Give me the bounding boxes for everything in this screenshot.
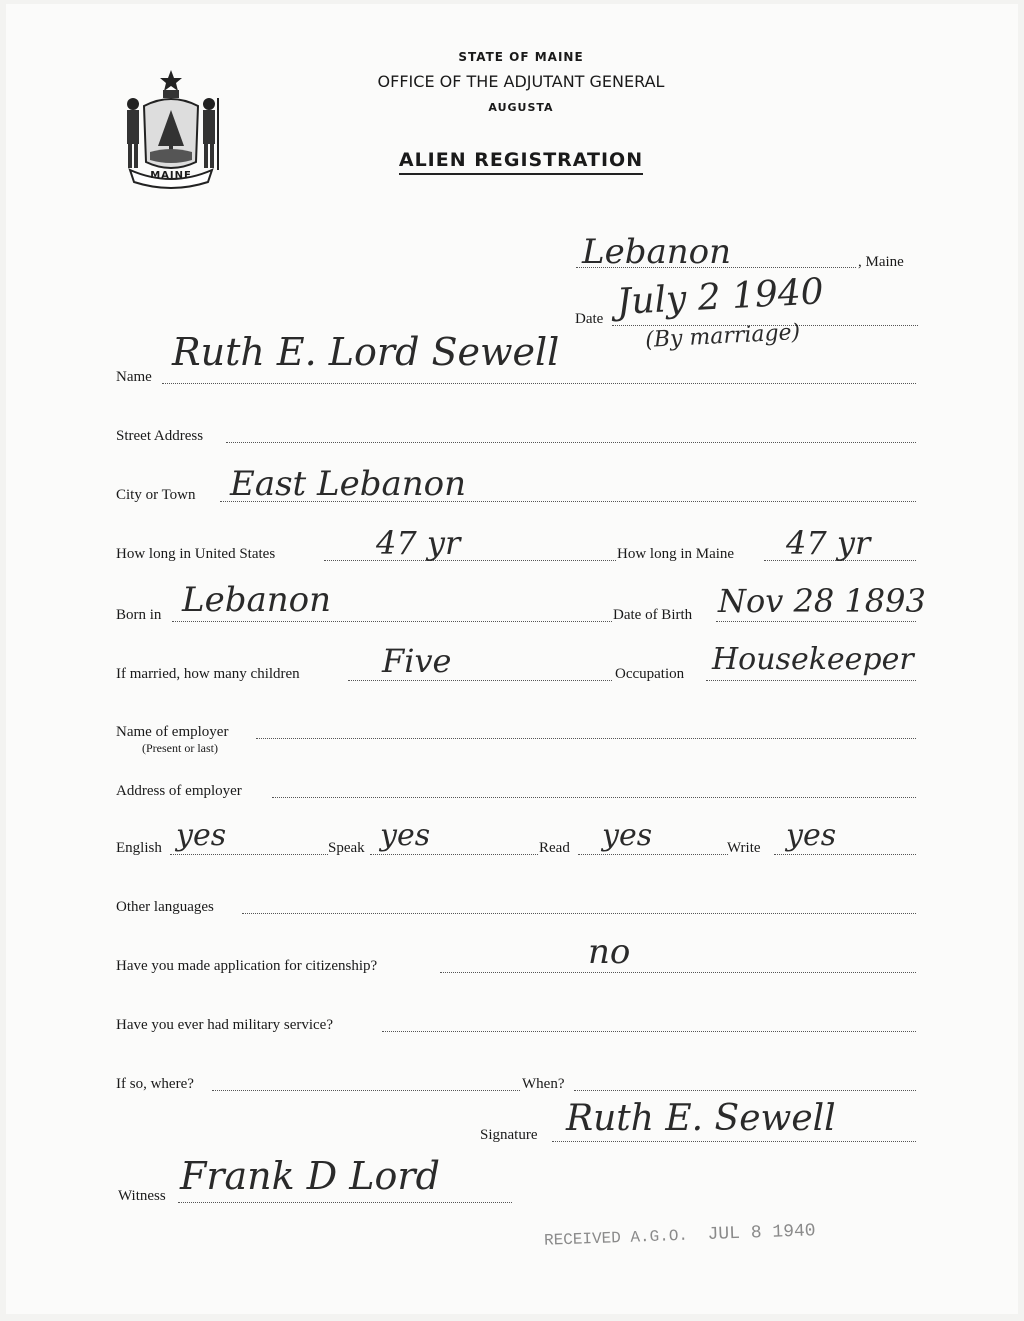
- form-title-text: ALIEN REGISTRATION: [399, 149, 643, 175]
- entry-read: yes: [602, 818, 653, 853]
- entry-children: Five: [382, 642, 452, 680]
- entry-born-in: Lebanon: [182, 580, 331, 620]
- label-english: English: [116, 840, 162, 856]
- entry-english: yes: [176, 818, 227, 853]
- header-office: OFFICE OF THE ADJUTANT GENERAL: [377, 72, 665, 91]
- header-state: STATE OF MAINE: [458, 50, 584, 64]
- label-speak: Speak: [328, 840, 365, 856]
- state-seal: [116, 66, 226, 192]
- label-employer-note: (Present or last): [142, 741, 218, 755]
- label-witness: Witness: [118, 1188, 166, 1204]
- label-name: Name: [116, 369, 152, 385]
- label-military: Have you ever had military service?: [116, 1017, 333, 1033]
- entry-name: Ruth E. Lord Sewell: [172, 330, 560, 374]
- label-employer-address: Address of employer: [116, 783, 242, 799]
- form-title: [306, 149, 736, 171]
- seal-text: MAINE: [150, 170, 192, 181]
- label-how-long-us: How long in United States: [116, 546, 276, 562]
- label-other-languages: Other languages: [116, 899, 214, 915]
- entry-signature: Ruth E. Sewell: [566, 1098, 836, 1139]
- received-stamp: [544, 1221, 816, 1250]
- label-where: If so, where?: [116, 1076, 194, 1092]
- entry-date: July 2 1940: [615, 271, 825, 323]
- entry-occupation: Housekeeper: [712, 642, 914, 677]
- label-write: Write: [727, 840, 761, 856]
- entry-citizenship: no: [588, 932, 631, 972]
- stamp-text: RECEIVED A.G.O.: [543, 1226, 689, 1250]
- label-signature: Signature: [480, 1127, 538, 1143]
- label-how-long-maine: How long in Maine: [617, 546, 735, 562]
- entry-name-note: (By marriage): [644, 319, 801, 353]
- label-street: Street Address: [116, 428, 204, 444]
- label-city: City or Town: [116, 487, 196, 503]
- label-citizenship: Have you made application for citizenship?: [116, 958, 378, 974]
- entry-speak: yes: [380, 818, 431, 853]
- label-when: When?: [522, 1076, 565, 1092]
- label-read: Read: [539, 840, 570, 856]
- registration-form: [6, 4, 1018, 1314]
- label-employer: Name of employer: [116, 724, 229, 740]
- label-born-in: Born in: [116, 607, 162, 623]
- label-children: If married, how many children: [116, 666, 300, 682]
- entry-witness: Frank D Lord: [180, 1154, 440, 1198]
- entry-date-of-birth: Nov 28 1893: [718, 582, 926, 620]
- entry-how-long-maine: 47 yr: [786, 524, 871, 562]
- entry-town: Lebanon: [582, 232, 731, 272]
- stamp-date: JUL 8 1940: [707, 1221, 816, 1246]
- entry-city: East Lebanon: [230, 464, 467, 504]
- header-city: AUGUSTA: [488, 101, 554, 114]
- label-occupation: Occupation: [615, 666, 685, 682]
- label-maine: , Maine: [858, 254, 904, 270]
- label-date: Date: [575, 311, 604, 327]
- entry-write: yes: [786, 818, 837, 853]
- entry-how-long-us: 47 yr: [376, 524, 461, 562]
- label-date-of-birth: Date of Birth: [613, 607, 693, 623]
